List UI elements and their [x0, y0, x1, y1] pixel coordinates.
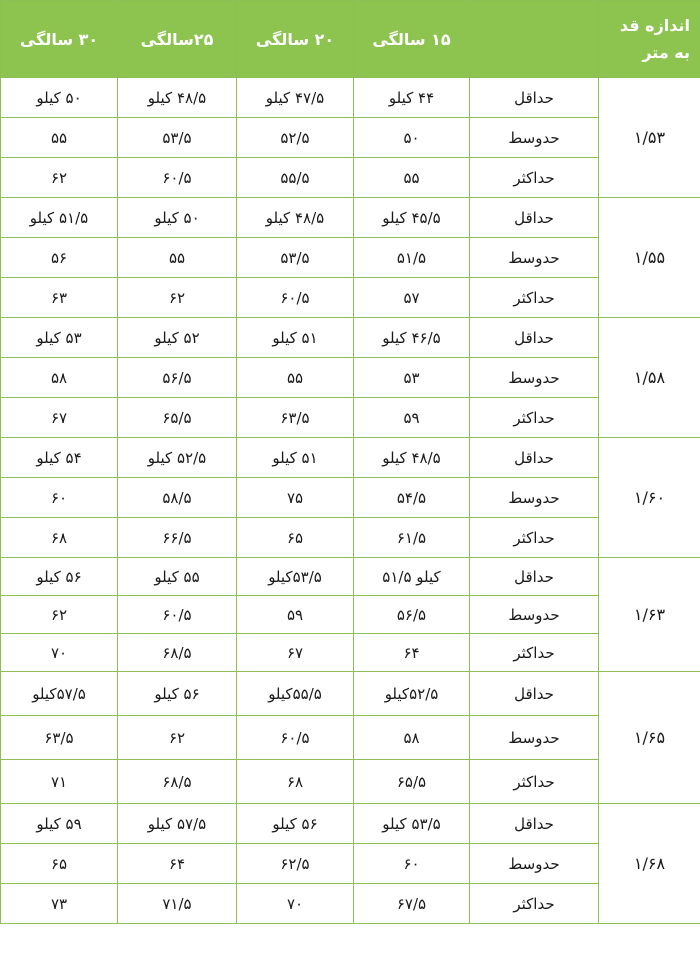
weight-cell-age30: ۵۶	[1, 238, 118, 278]
table-row	[1, 760, 700, 804]
level-cell: حدوسط	[470, 118, 599, 158]
weight-cell-age30: ۵۳ کیلو	[1, 318, 118, 358]
level-cell: حداکثر	[470, 884, 599, 924]
weight-cell-age30: ۷۱	[1, 760, 118, 804]
weight-cell-age25: ۵۲ کیلو	[118, 318, 237, 358]
weight-cell-age20: ۴۷/۵ کیلو	[237, 78, 354, 118]
weight-cell-age30: ۵۶ کیلو	[1, 558, 118, 596]
weight-cell-age15: ۵۴/۵	[354, 478, 470, 518]
weight-cell-age25: ۵۶/۵	[118, 358, 237, 398]
table-row	[1, 884, 700, 924]
table-row	[1, 438, 700, 478]
weight-cell-age15: ۶۷/۵	[354, 884, 470, 924]
weight-cell-age20: ۵۳/۵	[237, 238, 354, 278]
weight-cell-age25: ۵۷/۵ کیلو	[118, 804, 237, 844]
weight-cell-age15: ۵۳/۵ کیلو	[354, 804, 470, 844]
weight-cell-age20: ۶۲/۵	[237, 844, 354, 884]
weight-cell-age20: ۵۱ کیلو	[237, 318, 354, 358]
table-row	[1, 198, 700, 238]
table-row	[1, 672, 700, 716]
height-cell: ۱/۶۸	[599, 804, 700, 924]
weight-cell-age15: ۴۸/۵ کیلو	[354, 438, 470, 478]
weight-cell-age15: ۶۱/۵	[354, 518, 470, 558]
weight-cell-age30: ۶۳/۵	[1, 716, 118, 760]
weight-cell-age25: ۵۰ کیلو	[118, 198, 237, 238]
weight-cell-age15: ۵۲/۵کیلو	[354, 672, 470, 716]
weight-cell-age20: ۵۳/۵کیلو	[237, 558, 354, 596]
table-row	[1, 158, 700, 198]
height-cell: ۱/۵۵	[599, 198, 700, 318]
table-row	[1, 318, 700, 358]
weight-cell-age15: ۵۱/۵	[354, 238, 470, 278]
weight-cell-age25: ۶۶/۵	[118, 518, 237, 558]
weight-cell-age30: ۶۲	[1, 158, 118, 198]
weight-cell-age25: ۶۸/۵	[118, 634, 237, 672]
table-row	[1, 844, 700, 884]
level-cell: حداقل	[470, 558, 599, 596]
weight-cell-age15: ۶۴	[354, 634, 470, 672]
level-cell: حدوسط	[470, 358, 599, 398]
level-cell: حداکثر	[470, 518, 599, 558]
level-cell: حدوسط	[470, 596, 599, 634]
weight-cell-age30: ۶۲	[1, 596, 118, 634]
weight-cell-age20: ۶۸	[237, 760, 354, 804]
weight-cell-age20: ۵۵/۵	[237, 158, 354, 198]
level-cell: حدوسط	[470, 716, 599, 760]
header-age-20: ۲۰ سالگی	[237, 1, 354, 78]
weight-cell-age20: ۵۶ کیلو	[237, 804, 354, 844]
weight-cell-age30: ۷۰	[1, 634, 118, 672]
table-row	[1, 634, 700, 672]
weight-cell-age25: ۵۸/۵	[118, 478, 237, 518]
weight-cell-age25: ۷۱/۵	[118, 884, 237, 924]
weight-cell-age20: ۶۰/۵	[237, 278, 354, 318]
weight-cell-age30: ۵۵	[1, 118, 118, 158]
height-cell: ۱/۵۸	[599, 318, 700, 438]
weight-cell-age30: ۵۱/۵ کیلو	[1, 198, 118, 238]
header-age-30: ۳۰ سالگی	[1, 1, 118, 78]
weight-cell-age20: ۷۰	[237, 884, 354, 924]
weight-cell-age15: کیلو ۵۱/۵	[354, 558, 470, 596]
table-row	[1, 358, 700, 398]
weight-cell-age25: ۶۲	[118, 278, 237, 318]
weight-cell-age15: ۵۵	[354, 158, 470, 198]
height-cell: ۱/۵۳	[599, 78, 700, 198]
weight-cell-age20: ۷۵	[237, 478, 354, 518]
weight-cell-age20: ۶۳/۵	[237, 398, 354, 438]
level-cell: حداکثر	[470, 634, 599, 672]
header-age-15: ۱۵ سالگی	[354, 1, 470, 78]
weight-cell-age30: ۶۰	[1, 478, 118, 518]
weight-cell-age25: ۶۲	[118, 716, 237, 760]
weight-cell-age15: ۵۷	[354, 278, 470, 318]
table-row	[1, 398, 700, 438]
table-row	[1, 716, 700, 760]
weight-cell-age25: ۵۲/۵ کیلو	[118, 438, 237, 478]
weight-cell-age25: ۶۰/۵	[118, 596, 237, 634]
header-row	[1, 1, 700, 78]
weight-cell-age20: ۵۵	[237, 358, 354, 398]
level-cell: حداکثر	[470, 398, 599, 438]
weight-cell-age15: ۵۸	[354, 716, 470, 760]
weight-cell-age15: ۴۴ کیلو	[354, 78, 470, 118]
level-cell: حداکثر	[470, 760, 599, 804]
height-cell: ۱/۶۰	[599, 438, 700, 558]
table-row	[1, 478, 700, 518]
weight-cell-age30: ۶۵	[1, 844, 118, 884]
weight-cell-age30: ۵۴ کیلو	[1, 438, 118, 478]
height-cell: ۱/۶۵	[599, 672, 700, 804]
level-cell: حداقل	[470, 804, 599, 844]
table-row	[1, 518, 700, 558]
weight-cell-age15: ۶۰	[354, 844, 470, 884]
weight-cell-age20: ۵۲/۵	[237, 118, 354, 158]
level-cell: حداقل	[470, 318, 599, 358]
weight-cell-age30: ۶۸	[1, 518, 118, 558]
level-cell: حداقل	[470, 78, 599, 118]
weight-cell-age30: ۶۷	[1, 398, 118, 438]
level-cell: حدوسط	[470, 238, 599, 278]
weight-cell-age30: ۵۰ کیلو	[1, 78, 118, 118]
weight-cell-age25: ۶۰/۵	[118, 158, 237, 198]
weight-cell-age25: ۶۸/۵	[118, 760, 237, 804]
table-row	[1, 558, 700, 596]
weight-cell-age25: ۶۴	[118, 844, 237, 884]
level-cell: حداکثر	[470, 158, 599, 198]
height-cell: ۱/۶۳	[599, 558, 700, 672]
level-cell: حداقل	[470, 198, 599, 238]
weight-cell-age30: ۵۷/۵کیلو	[1, 672, 118, 716]
level-cell: حدوسط	[470, 844, 599, 884]
weight-cell-age15: ۵۶/۵	[354, 596, 470, 634]
header-age-25: ۲۵سالگی	[118, 1, 237, 78]
table-row	[1, 118, 700, 158]
weight-cell-age30: ۷۳	[1, 884, 118, 924]
weight-cell-age20: ۵۹	[237, 596, 354, 634]
level-cell: حداقل	[470, 438, 599, 478]
weight-cell-age15: ۵۹	[354, 398, 470, 438]
weight-cell-age30: ۶۳	[1, 278, 118, 318]
table-row	[1, 238, 700, 278]
table-row	[1, 278, 700, 318]
level-cell: حداقل	[470, 672, 599, 716]
table-row	[1, 804, 700, 844]
weight-cell-age20: ۶۷	[237, 634, 354, 672]
level-cell: حداکثر	[470, 278, 599, 318]
weight-cell-age15: ۴۶/۵ کیلو	[354, 318, 470, 358]
weight-cell-age20: ۵۱ کیلو	[237, 438, 354, 478]
weight-cell-age15: ۵۳	[354, 358, 470, 398]
weight-cell-age15: ۶۵/۵	[354, 760, 470, 804]
weight-cell-age25: ۵۵ کیلو	[118, 558, 237, 596]
weight-cell-age25: ۵۵	[118, 238, 237, 278]
weight-cell-age15: ۴۵/۵ کیلو	[354, 198, 470, 238]
weight-cell-age20: ۶۰/۵	[237, 716, 354, 760]
table-row	[1, 78, 700, 118]
weight-cell-age25: ۵۶ کیلو	[118, 672, 237, 716]
header-height: اندازه قد به متر	[599, 1, 700, 78]
weight-cell-age15: ۵۰	[354, 118, 470, 158]
weight-cell-age30: ۵۹ کیلو	[1, 804, 118, 844]
header-level	[470, 1, 599, 78]
weight-cell-age25: ۵۳/۵	[118, 118, 237, 158]
weight-cell-age30: ۵۸	[1, 358, 118, 398]
weight-cell-age25: ۴۸/۵ کیلو	[118, 78, 237, 118]
weight-cell-age20: ۴۸/۵ کیلو	[237, 198, 354, 238]
table-row	[1, 596, 700, 634]
level-cell: حدوسط	[470, 478, 599, 518]
weight-cell-age20: ۵۵/۵کیلو	[237, 672, 354, 716]
weight-cell-age25: ۶۵/۵	[118, 398, 237, 438]
weight-cell-age20: ۶۵	[237, 518, 354, 558]
